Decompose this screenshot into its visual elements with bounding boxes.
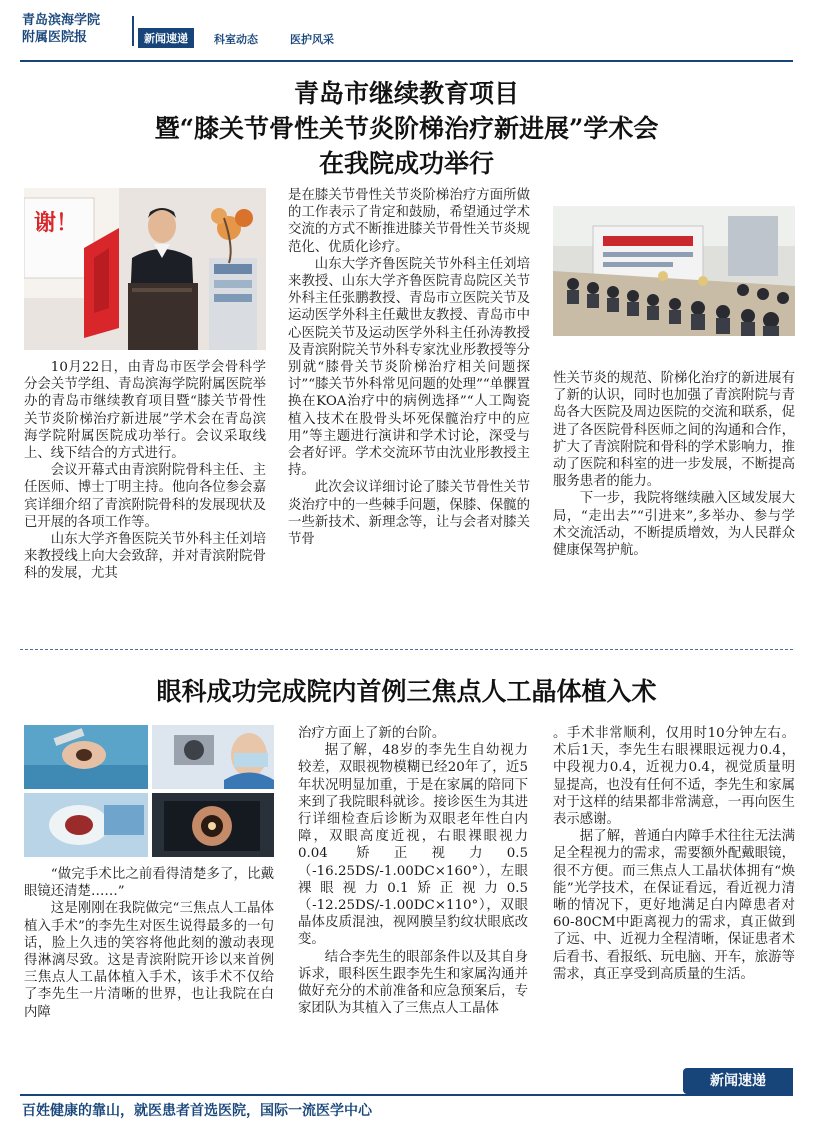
article1-column-2 (288, 187, 530, 548)
page-header (0, 0, 813, 64)
speaker-photo (24, 188, 266, 350)
footer-slogan: 百姓健康的靠山，就医患者首选医院，国际一流医学中心 (22, 1103, 372, 1119)
footer-rule (20, 1094, 793, 1096)
article1-title-line1: 青岛市继续教育项目 (293, 79, 519, 108)
section-tag: 新闻速递 (138, 28, 194, 48)
article1-col3-paragraph-2: 下一步，我院将继续融入区域发展大局，“走出去”“引进来”,多举办、参与学术交流活动，不断提质增效，为人民群众健康保驾护航。 (553, 491, 795, 559)
article2-col3-paragraph-1: 。手术非常顺利，仅用时10分钟左右。术后1天，李先生右眼裸眼远视力0.4，中段视力0.4，近视力0.4，视觉质量明显提高，也没有任何不适，李先生和家属对于这样的结果都非常满意，一再向医生表示感谢。 (553, 726, 795, 828)
article2-column-1 (24, 866, 274, 1021)
article1-col1-paragraph-1: 10月22日，由青岛市医学会骨科学分会关节学组、青岛滨海学院附属医院举办的青岛市继续教育项目暨“膝关节骨性关节炎阶梯治疗新进展”学术会在青岛滨海学院附属医院成功举行。会议采取线上、线下结合的方式进行。 (24, 360, 266, 462)
article1-column-3 (553, 370, 795, 559)
article2-col1-paragraph-2: 这是刚刚在我院做完“三焦点人工晶体植入手术”的李先生对医生说得最多的一句话，脸上久违的笑容将他此刻的激动表现得淋漓尽致。这是青滨附院开诊以来首例三焦点人工晶体植入手术，该手术不仅给了李先生一片清晰的世界，也让我院在白内障 (24, 901, 274, 1020)
article2-column-3 (553, 725, 795, 983)
brand-line-2: 附属医院报 (22, 30, 88, 45)
article1-col1-paragraph-3: 山东大学齐鲁医院关节外科主任刘培来教授线上向大会致辞，并对青滨附院骨科的发展，尤其 (24, 532, 266, 582)
article2-col2-paragraph-1: 治疗方面上了新的台阶。 (298, 726, 446, 741)
article2-col3-paragraph-2: 据了解，普通白内障手术往往无法满足全程视力的需求，需要额外配戴眼镜，很不方便。而三焦点人工晶状体拥有“焕能”光学技术，在保证看远，看近视力清晰的情况下，更好地满足白内障患者对60-80CM中距离视力的需求，真正做到了远、中、近视力全程清晰，保证患者术后看书、看报纸、玩电脑、开车，旅游等需求，真正享受到高质量的生活。 (553, 829, 795, 982)
article1-title-line2: 暨“膝关节骨性关节炎阶梯治疗新进展”学术会 (154, 114, 659, 143)
article2-column-2 (298, 725, 528, 1017)
article2-col1-paragraph-1: “做完手术比之前看得清楚多了，比戴眼镜还清楚……” (24, 867, 274, 900)
footer-section-tag: 新闻速递 (683, 1068, 793, 1094)
article-divider (20, 649, 793, 650)
article2-col2-paragraph-2: 据了解，48岁的李先生自幼视力较差，双眼视物模糊已经20年了，近5年状况明显加重，于是在家属的陪同下来到了我院眼科就诊。接诊医生为其进行详细检查后诊断为双眼老年性白内障，双眼高度近视，右眼裸眼视力0.04 矫正视力0.5（-16.25DS/-1.00DC×160°），左眼裸眼视力0.1矫正视力0.5（-12.25DS/-1.00DC×110°），双眼晶体皮质混浊，视网膜呈豹纹状眼底改变。 (298, 743, 528, 948)
newspaper-brand (22, 12, 132, 46)
article1-column-1 (24, 359, 266, 583)
speaker-banner-text: 谢！ (34, 211, 79, 236)
article1-title-line3: 在我院成功举行 (318, 149, 494, 178)
brand-separator (132, 16, 134, 46)
article1-col3-paragraph-1: 性关节炎的规范、阶梯化治疗的新进展有了新的认识，同时也加强了青滨附院与青岛各大医院及周边医院的交流和联系，促进了各医院骨科医师之间的沟通和合作，扩大了青滨附院和骨科的学术影响力，推动了医院和科室的进一步发展，不断提高服务患者的能力。 (553, 371, 795, 490)
eye-surgery-photo (24, 725, 274, 857)
header-rule (20, 60, 793, 62)
article1-title (0, 76, 813, 181)
article1-col2-paragraph-2: 山东大学齐鲁医院关节外科主任刘培来教授、山东大学齐鲁医院青岛院区关节外科主任张鹏教授、青岛市立医院关节及运动医学外科主任戴世友教授、青岛市中心医院关节及运动医学外科主任孙涛教授及青滨附院关节外科专家沈业彤教授等分别就“膝骨关节炎阶梯治疗相关问题探讨”“膝关节外科常见问题的处理”“单髁置换在KOA治疗中的病例选择”“人工陶瓷植入技术在股骨头坏死保髋治疗中的应用”等主题进行演讲和学术讨论，深受与会者好评。学术交流环节由沈业彤教授主持。 (288, 256, 530, 479)
article1-col1-paragraph-2: 会议开幕式由青滨附院骨科主任、主任医师、博士丁明主持。他向各位参会嘉宾详细介绍了青滨附院骨科的发展现状及已开展的各项工作等。 (24, 463, 266, 530)
brand-line-1: 青岛滨海学院 (22, 13, 101, 28)
conference-photo (553, 206, 795, 336)
sub-tag-staff: 医护风采 (290, 33, 334, 46)
article2-title: 眼科成功完成院内首例三焦点人工晶体植入术 (156, 677, 657, 706)
article1-col2-paragraph-3: 此次会议详细讨论了膝关节骨性关节炎治疗中的一些棘手问题，保膝、保髋的一些新技术、新理念等，让与会者对膝关节骨 (288, 480, 530, 548)
sub-tag-department: 科室动态 (214, 33, 258, 46)
article2-col2-paragraph-3: 结合李先生的眼部条件以及其自身诉求，眼科医生跟李先生和家属沟通并做好充分的术前准备和应急预案后，专家团队为其植入了三焦点人工晶体 (298, 949, 528, 1017)
article1-col2-paragraph-1: 是在膝关节骨性关节炎阶梯治疗方面所做的工作表示了肯定和鼓励，希望通过学术交流的方式不断推进膝关节骨性关节炎规范化、优质化诊疗。 (288, 188, 530, 255)
